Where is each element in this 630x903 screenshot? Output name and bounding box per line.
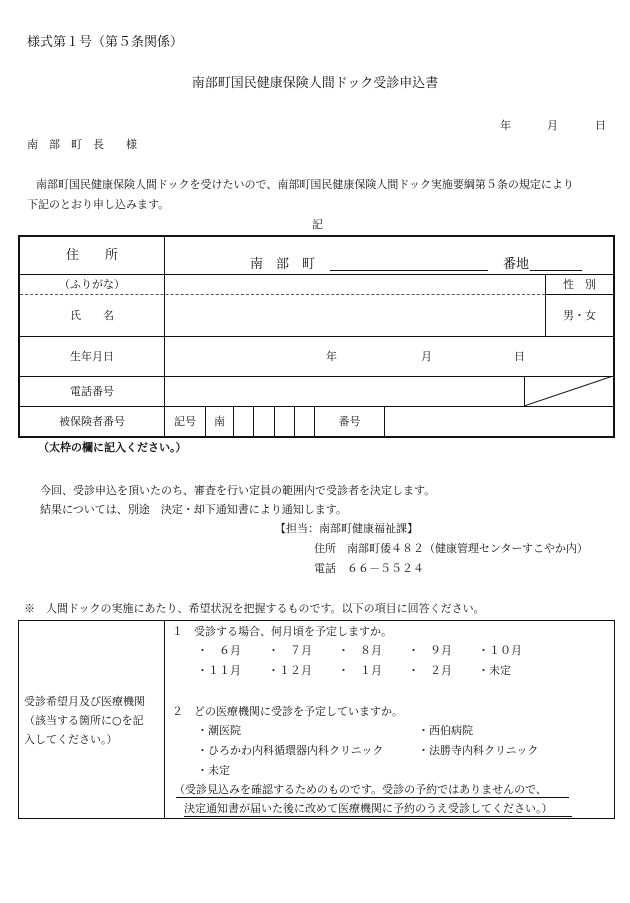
ki-mark: 記 bbox=[312, 218, 323, 231]
phone-diagonal bbox=[524, 376, 613, 406]
hospital-option[interactable]: ・ひろかわ内科循環器内科クリニック bbox=[197, 744, 384, 757]
month-option[interactable]: ・ ６月 bbox=[197, 644, 241, 657]
contact-phone: 電話 ６６－５５２４ bbox=[314, 562, 424, 575]
intro-line-2: 下記のとおり申し込みます。 bbox=[27, 198, 170, 211]
notice-line-2: 結果については、別途 決定・却下通知書により通知します。 bbox=[40, 503, 347, 516]
question-1: １ 受診する場合、何月頃を予定しますか。 bbox=[172, 625, 392, 638]
address-town: 南 部 町 bbox=[250, 257, 316, 272]
address-label: 住 所 bbox=[65, 248, 118, 263]
birth-day-label: 日 bbox=[514, 350, 525, 363]
month-option[interactable]: ・ １月 bbox=[338, 664, 382, 677]
kigo-label: 記号 bbox=[174, 415, 196, 428]
survey-left-line-1: 受診希望月及び医療機関 bbox=[24, 695, 145, 708]
name-input[interactable] bbox=[165, 295, 545, 336]
survey-heading: ※ 人間ドックの実施にあたり、希望状況を把握するものです。以下の項目に回答ください。 bbox=[24, 602, 485, 615]
name-label: 氏 名 bbox=[70, 309, 114, 322]
date-day-label: 日 bbox=[595, 119, 606, 132]
date-month-label: 月 bbox=[547, 119, 558, 132]
birth-year-label: 年 bbox=[326, 350, 337, 363]
month-option[interactable]: ・１１月 bbox=[197, 664, 241, 677]
month-option[interactable]: ・ ２月 bbox=[408, 664, 452, 677]
month-option[interactable]: ・ ９月 bbox=[408, 644, 452, 657]
birth-label: 生年月日 bbox=[70, 350, 114, 363]
survey-note-line-1: （受診見込みを確認するためのものです。受診の予約ではありませんので、 bbox=[174, 783, 547, 796]
phone-label: 電話番号 bbox=[70, 385, 114, 398]
contact-dept: 【担当：南部町健康福祉課】 bbox=[275, 522, 418, 535]
month-option[interactable]: ・１０月 bbox=[478, 644, 522, 657]
table-note: （太枠の欄に記入ください。） bbox=[38, 441, 187, 454]
phone-input[interactable] bbox=[165, 377, 524, 406]
date-year-label: 年 bbox=[500, 119, 511, 132]
hospital-option[interactable]: ・潮医院 bbox=[197, 724, 241, 737]
address-banchi: 番地 bbox=[503, 257, 530, 272]
survey-note-line-2: 決定通知書が届いた後に改めて医療機関に予約のうえ受診してください。） bbox=[184, 802, 553, 815]
form-title: 南部町国民健康保険人間ドック受診申込書 bbox=[191, 76, 439, 91]
question-2: ２ どの医療機関に受診を予定していますか。 bbox=[172, 705, 403, 718]
furigana-label: （ふりがな） bbox=[59, 278, 125, 291]
bango-label: 番号 bbox=[338, 415, 361, 428]
birth-month-label: 月 bbox=[421, 350, 432, 363]
survey-left-line-2: （該当する箇所に○を記 bbox=[24, 714, 144, 727]
hospital-option[interactable]: ・法勝寺内科クリニック bbox=[418, 744, 539, 757]
insured-number-input[interactable] bbox=[385, 407, 613, 436]
address-input[interactable] bbox=[165, 237, 613, 274]
gender-label: 性 別 bbox=[563, 278, 596, 291]
hospital-option[interactable]: ・西伯病院 bbox=[418, 724, 473, 737]
month-option[interactable]: ・ ７月 bbox=[268, 644, 312, 657]
furigana-input[interactable] bbox=[165, 275, 545, 294]
gender-select[interactable]: 男・女 bbox=[563, 309, 596, 322]
survey-left-line-3: 入してください。） bbox=[24, 733, 118, 746]
intro-line-1: 南部町国民健康保険人間ドックを受けたいので、南部町国民健康保険人間ドック実施要綱第５条の規定により bbox=[36, 178, 574, 191]
month-option[interactable]: ・未定 bbox=[478, 664, 511, 677]
notice-line-1: 今回、受診申込を頂いたのち、審査を行い定員の範囲内で受診者を決定します。 bbox=[40, 484, 436, 497]
hospital-option[interactable]: ・未定 bbox=[197, 764, 230, 777]
month-option[interactable]: ・ ８月 bbox=[338, 644, 382, 657]
form-number: 様式第１号（第５条関係） bbox=[27, 35, 184, 50]
contact-address: 住所 南部町倭４８２（健康管理センターすこやか内） bbox=[314, 542, 589, 555]
addressee: 南 部 町 長 様 bbox=[27, 138, 137, 151]
kigo-value: 南 bbox=[214, 415, 225, 428]
insured-number-label: 被保険者番号 bbox=[59, 415, 125, 428]
month-option[interactable]: ・１２月 bbox=[268, 664, 312, 677]
